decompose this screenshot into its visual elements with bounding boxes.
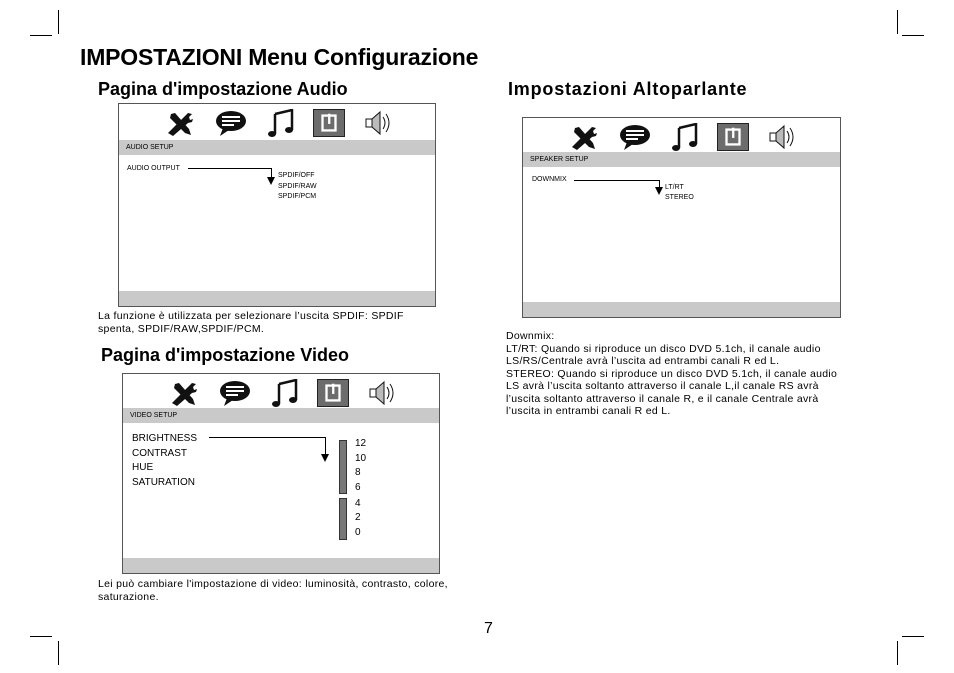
footer-band — [523, 302, 840, 317]
crop-mark — [897, 10, 898, 34]
crop-mark — [30, 636, 52, 637]
downmix-choice[interactable]: STEREO — [665, 194, 694, 201]
audio-choice[interactable]: SPDIF/OFF — [278, 172, 315, 179]
speaker-icon[interactable] — [367, 379, 399, 407]
speaker-icon[interactable] — [363, 109, 395, 137]
audio-choice[interactable]: SPDIF/PCM — [278, 193, 317, 200]
video-setup-band: VIDEO SETUP — [123, 408, 439, 423]
level-bar-lower[interactable] — [339, 498, 347, 540]
video-heading: Pagina d'impostazione Video — [101, 345, 349, 365]
crop-mark — [902, 636, 924, 637]
audio-description: La funzione è utilizzata per selezionare l’uscita SPDIF: SPDIF spenta, SPDIF/RAW,SPDIF/PCM. — [98, 310, 404, 335]
icon-bar — [123, 374, 439, 412]
scale-value: 12 — [355, 438, 367, 449]
level-bar-upper[interactable] — [339, 440, 347, 494]
footer-band — [119, 291, 435, 306]
audio-heading: Pagina d'impostazione Audio — [98, 79, 348, 99]
tools-icon[interactable] — [569, 123, 601, 151]
tools-icon[interactable] — [169, 379, 201, 407]
speech-bubble-icon[interactable] — [215, 109, 247, 137]
description-line: LS avrà l’uscita soltanto attraverso il canale L,il canale RS avrà — [506, 380, 819, 392]
scale-value: 10 — [355, 453, 367, 464]
down-arrow-icon — [267, 177, 275, 185]
description-line: l’uscita soltanto attraverso il canale R, e il canale Centrale avrà — [506, 392, 819, 405]
crop-mark — [58, 10, 59, 34]
description-line: Downmix: — [506, 330, 555, 342]
page-number: 7 — [484, 620, 493, 637]
crop-mark — [58, 641, 59, 665]
crop-mark — [897, 641, 898, 665]
speaker-heading: Impostazioni Altoparlante — [508, 79, 748, 99]
page-title: IMPOSTAZIONI Menu Configurazione — [80, 44, 479, 70]
tools-icon[interactable] — [165, 109, 197, 137]
audio-setup-screen — [118, 103, 436, 307]
video-setup-screen — [122, 373, 440, 574]
description-line: LT/RT: Quando si riproduce un disco DVD 5.1ch, il canale audio — [506, 342, 821, 355]
scale-value: 0 — [355, 527, 361, 538]
video-option[interactable]: HUE — [132, 462, 154, 473]
video-option[interactable]: BRIGHTNESS — [132, 433, 198, 444]
speaker-description — [506, 330, 886, 418]
icon-bar — [523, 118, 840, 156]
speech-bubble-icon[interactable] — [619, 123, 651, 151]
down-arrow-icon — [321, 454, 329, 462]
audio-setup-band: AUDIO SETUP — [119, 140, 435, 155]
audio-output-label: AUDIO OUTPUT — [127, 165, 180, 172]
scale-value: 2 — [355, 512, 361, 523]
speech-bubble-icon[interactable] — [219, 379, 251, 407]
scale-value: 4 — [355, 498, 361, 509]
icon-bar — [119, 104, 435, 142]
speaker-setup-screen — [522, 117, 841, 318]
music-note-icon[interactable] — [269, 379, 301, 407]
video-description: Lei può cambiare l'impostazione di video: luminosità, contrasto, colore, saturazione. — [98, 578, 448, 603]
audio-settings-icon[interactable] — [317, 379, 349, 407]
music-note-icon[interactable] — [265, 109, 297, 137]
downmix-label: DOWNMIX — [532, 176, 567, 183]
crop-mark — [30, 35, 52, 36]
downmix-choice[interactable]: LT/RT — [665, 184, 684, 191]
footer-band — [123, 558, 439, 573]
music-note-icon[interactable] — [669, 123, 701, 151]
description-line: LS/RS/Centrale avrà l’uscita ad entrambi canali R ed L. — [506, 355, 780, 367]
video-option[interactable]: CONTRAST — [132, 448, 187, 459]
description-line: STEREO: Quando si riproduce un disco DVD 5.1ch, il canale audio — [506, 367, 838, 380]
speaker-setup-band: SPEAKER SETUP — [523, 152, 840, 167]
crop-mark — [902, 35, 924, 36]
audio-choice[interactable]: SPDIF/RAW — [278, 183, 317, 190]
audio-settings-icon[interactable] — [313, 109, 345, 137]
connector-line — [574, 180, 660, 181]
scale-value: 6 — [355, 482, 361, 493]
connector-line — [188, 168, 272, 169]
scale-value: 8 — [355, 467, 361, 478]
description-line: l’uscita in entrambi canali R ed L. — [506, 405, 671, 417]
speaker-icon[interactable] — [767, 123, 799, 151]
video-option[interactable]: SATURATION — [132, 477, 195, 488]
audio-settings-icon[interactable] — [717, 123, 749, 151]
connector-line — [209, 437, 326, 438]
down-arrow-icon — [655, 187, 663, 195]
